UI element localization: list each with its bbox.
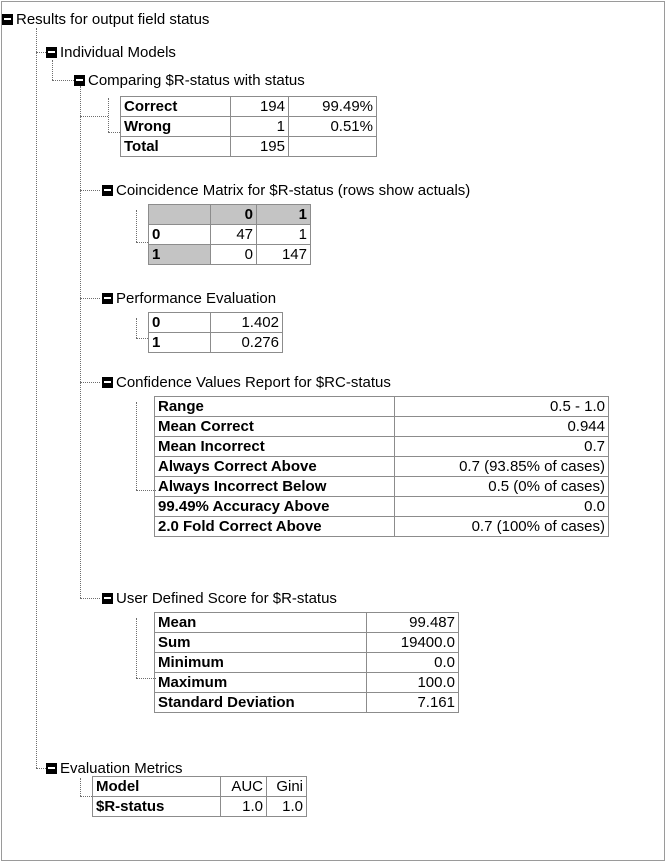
row-label: Wrong [121,117,231,137]
tree-node-user-defined-score[interactable] [102,589,337,607]
row-label: Mean Incorrect [155,437,395,457]
row-label: Maximum [155,673,367,693]
collapse-toggle-icon[interactable] [102,593,113,604]
row-label: Range [155,397,395,417]
row-label: Mean [155,613,367,633]
column-header: Gini [267,777,307,797]
evaluation-metrics-table [92,776,307,817]
tree-connector [136,618,137,678]
node-label: Comparing $R-status with status [88,71,305,89]
tree-connector [80,298,100,299]
table-row [155,437,609,457]
tree-connector [136,490,156,491]
node-label: Individual Models [60,43,176,61]
tree-connector [80,190,100,191]
table-row [155,417,609,437]
table-row [149,245,311,265]
row-label: 0 [149,313,211,333]
table-row [155,653,459,673]
table-row [121,117,377,137]
matrix-cell: 1 [257,225,311,245]
value-cell: 19400.0 [367,633,459,653]
row-label: Total [121,137,231,157]
tree-connector [136,678,156,679]
collapse-toggle-icon[interactable] [102,293,113,304]
table-row [149,225,311,245]
tree-connector [136,242,148,243]
tree-connector [80,796,92,797]
matrix-cell: 147 [257,245,311,265]
column-header: 0 [211,205,257,225]
tree-connector [52,60,53,80]
table-row [155,673,459,693]
tree-connector [136,402,137,490]
tree-node-individual-models[interactable] [46,43,176,61]
table-row [93,797,307,817]
tree-node-performance-evaluation[interactable] [102,289,276,307]
auc-cell: 1.0 [221,797,267,817]
value-cell: 0.944 [395,417,609,437]
row-label: Always Incorrect Below [155,477,395,497]
performance-table [148,312,283,353]
percent-cell [289,137,377,157]
tree-connector [136,338,148,339]
value-cell: 0.7 (100% of cases) [395,517,609,537]
gini-cell: 1.0 [267,797,307,817]
value-cell: 0.7 [395,437,609,457]
value-cell: 0.0 [395,497,609,517]
table-row [149,333,283,353]
row-label: Standard Deviation [155,693,367,713]
row-label: 2.0 Fold Correct Above [155,517,395,537]
percent-cell: 99.49% [289,97,377,117]
collapse-toggle-icon[interactable] [102,377,113,388]
table-row [121,97,377,117]
row-label: Minimum [155,653,367,673]
node-label: User Defined Score for $R-status [116,589,337,607]
confidence-values-table [154,396,609,537]
table-row [93,777,307,797]
tree-connector [80,598,100,599]
matrix-cell: 47 [211,225,257,245]
row-label: Mean Correct [155,417,395,437]
tree-node-comparing[interactable] [74,71,305,89]
collapse-toggle-icon[interactable] [46,47,57,58]
tree-node-confidence-values[interactable] [102,373,391,391]
node-label: Coincidence Matrix for $R-status (rows show actuals) [116,181,471,199]
count-cell: 195 [231,137,289,157]
tree-node-root[interactable] [2,10,209,28]
column-header: AUC [221,777,267,797]
node-label: Results for output field status [16,10,210,28]
table-row [149,313,283,333]
row-label: Always Correct Above [155,457,395,477]
collapse-toggle-icon[interactable] [46,763,57,774]
tree-connector [52,80,74,81]
value-cell: 0.0 [367,653,459,673]
table-row [155,457,609,477]
table-row [155,693,459,713]
table-row [149,205,311,225]
count-cell: 1 [231,117,289,137]
table-row [155,477,609,497]
table-row [155,613,459,633]
count-cell: 194 [231,97,289,117]
table-row [155,497,609,517]
user-score-table [154,612,459,713]
tree-connector [108,98,109,132]
tree-node-coincidence-matrix[interactable] [102,181,470,199]
row-header: 1 [149,245,211,265]
comparing-table [120,96,377,157]
value-cell: 0.276 [211,333,283,353]
node-label: Confidence Values Report for $RC-status [116,373,391,391]
row-label: 1 [149,333,211,353]
value-cell: 0.5 - 1.0 [395,397,609,417]
tree-connector [80,86,81,598]
tree-connector [36,28,37,768]
row-label: Sum [155,633,367,653]
tree-connector [136,210,137,242]
node-label: Performance Evaluation [116,289,277,307]
row-label: Correct [121,97,231,117]
table-row [155,517,609,537]
table-row [155,397,609,417]
node-label: Evaluation Metrics [60,759,183,777]
tree-connector [108,132,120,133]
collapse-toggle-icon[interactable] [74,75,85,86]
coincidence-matrix-table [148,204,311,265]
value-cell: 1.402 [211,313,283,333]
row-header: 0 [149,225,211,245]
tree-connector [80,778,81,796]
table-row [155,633,459,653]
collapse-toggle-icon[interactable] [102,185,113,196]
value-cell: 0.7 (93.85% of cases) [395,457,609,477]
collapse-toggle-icon[interactable] [2,14,13,25]
tree-connector [136,318,137,338]
column-header: Model [93,777,221,797]
row-label: 99.49% Accuracy Above [155,497,395,517]
tree-connector [80,116,108,117]
column-header: 1 [257,205,311,225]
value-cell: 100.0 [367,673,459,693]
value-cell: 7.161 [367,693,459,713]
corner-cell [149,205,211,225]
tree-connector [80,382,100,383]
model-cell: $R-status [93,797,221,817]
table-row [121,137,377,157]
matrix-cell: 0 [211,245,257,265]
value-cell: 0.5 (0% of cases) [395,477,609,497]
value-cell: 99.487 [367,613,459,633]
tree-node-evaluation-metrics[interactable] [46,759,183,777]
percent-cell: 0.51% [289,117,377,137]
